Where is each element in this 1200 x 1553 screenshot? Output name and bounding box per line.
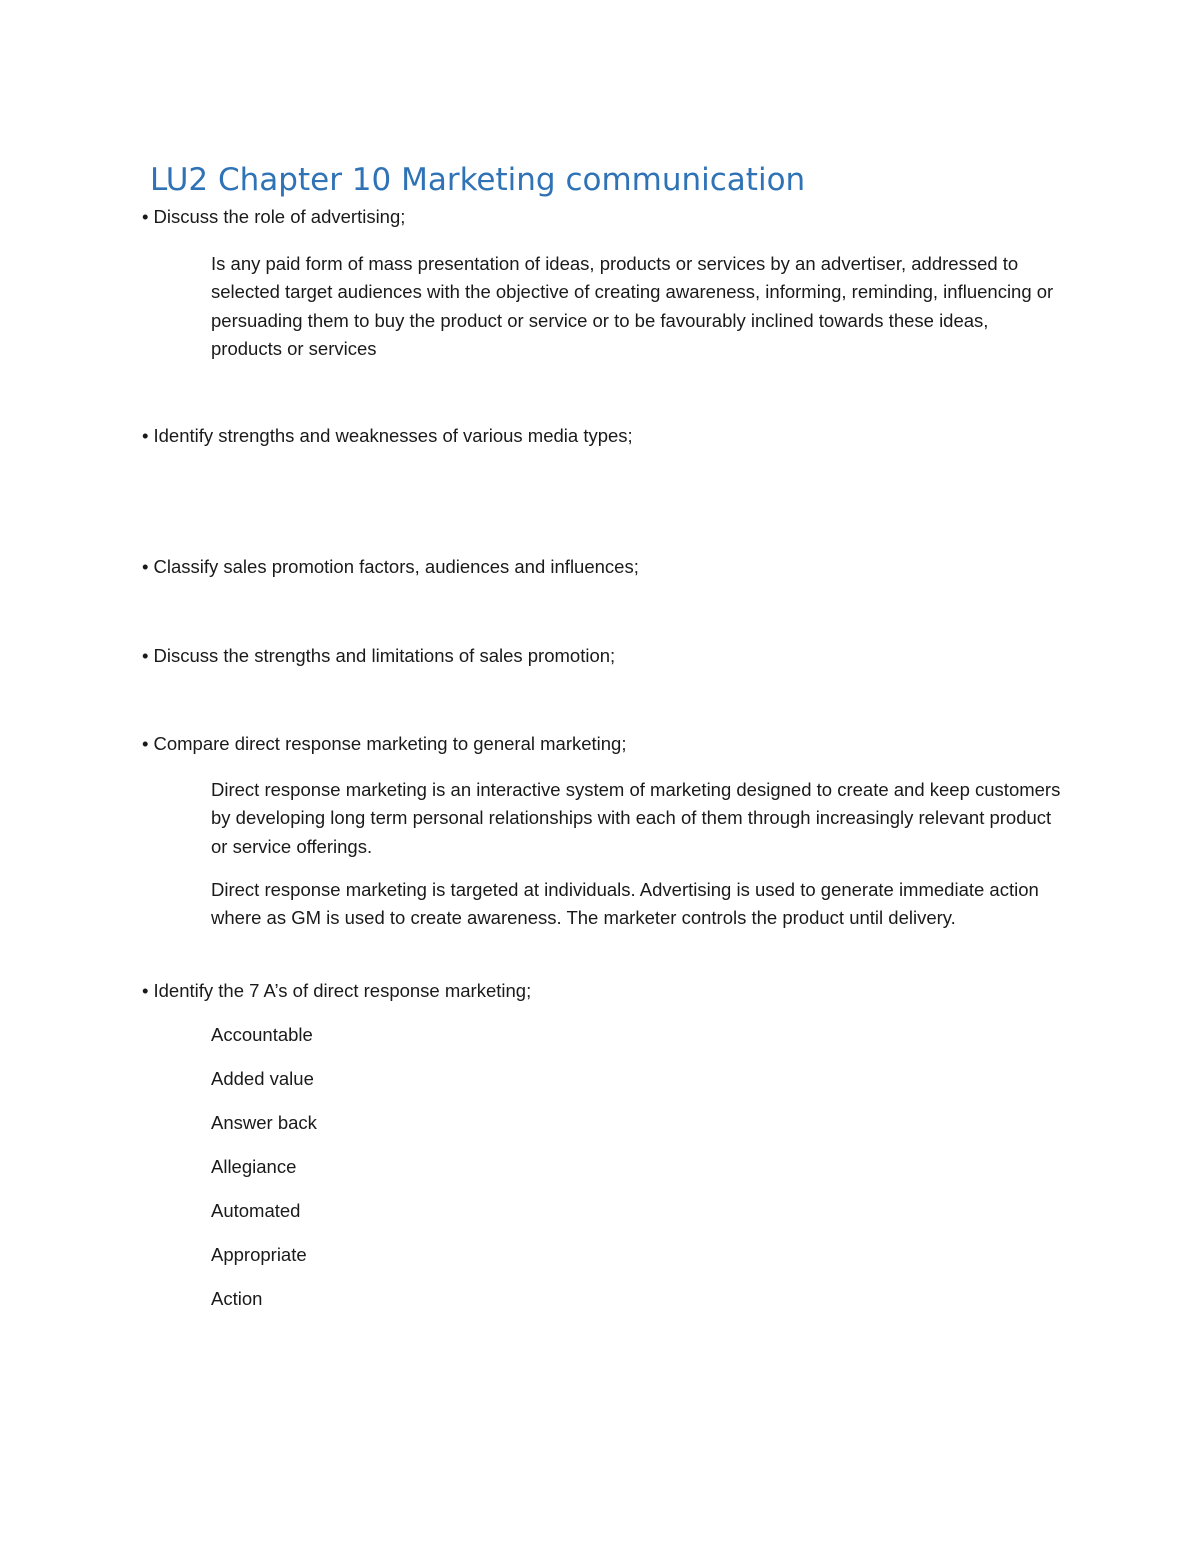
bullet-heading-text: Classify sales promotion factors, audiences and influences; [153,556,639,577]
list-item: Automated [211,1200,301,1221]
bullet-icon: • [142,980,149,1001]
bullet-heading-text: Discuss the strengths and limitations of sales promotion; [153,645,616,666]
bullet-heading-seven-as [142,980,531,1002]
page-title: LU2 Chapter 10 Marketing communication [150,162,806,198]
bullet-icon: • [142,645,149,666]
bullet-heading-text: Identify strengths and weaknesses of various media types; [153,425,633,446]
bullet-heading-sales-promotion-strengths [142,645,615,667]
bullet-heading-sales-promotion-factors [142,556,639,578]
list-item: Accountable [211,1024,313,1045]
list-item: Allegiance [211,1156,297,1177]
list-item: Added value [211,1068,314,1089]
list-item: Action [211,1288,263,1309]
bullet-icon: • [142,733,149,754]
paragraph-direct-response-targeting: Direct response marketing is targeted at individuals. Advertising is used to generate immediate action where as GM is used to create awareness. The marketer controls the product until delivery. [211,879,1039,929]
bullet-icon: • [142,425,149,446]
bullet-icon: • [142,556,149,577]
bullet-heading-media-types [142,425,633,447]
bullet-icon: • [142,206,149,227]
bullet-heading-text: Compare direct response marketing to general marketing; [153,733,627,754]
list-item: Appropriate [211,1244,307,1265]
bullet-heading-direct-response-compare [142,733,627,755]
bullet-heading-text: Identify the 7 A’s of direct response marketing; [153,980,532,1001]
paragraph-direct-response-definition: Direct response marketing is an interactive system of marketing designed to create and keep customers by developing long term personal relationships with each of them through increasingly relevant product or service offerings. [211,779,1061,857]
list-item: Answer back [211,1112,317,1133]
bullet-heading-advertising-role [142,206,405,228]
paragraph-advertising-definition: Is any paid form of mass presentation of ideas, products or services by an advertiser, addressed to selected target audiences with the objective of creating awareness, informing, reminding, influencing or persuading them to buy the product or service or to be favourably inclined towards these ideas, products or services [211,253,1054,359]
bullet-heading-text: Discuss the role of advertising; [153,206,406,227]
